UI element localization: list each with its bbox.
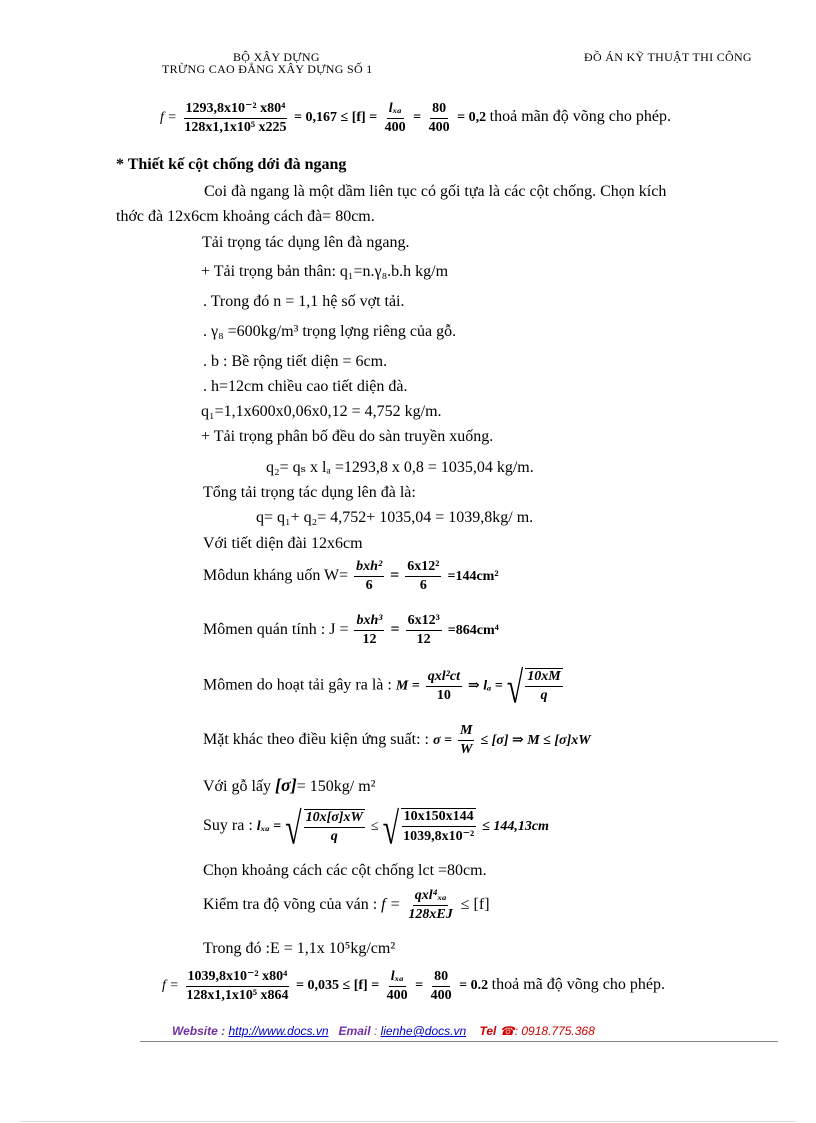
deflection-rhs: ≤ [f] xyxy=(460,896,490,914)
footer-email-label: Email xyxy=(338,1024,371,1038)
footer xyxy=(172,1024,595,1038)
page-bottom-rule xyxy=(20,1121,796,1122)
text-line: Tải trọng tác dụng lên đà ngang. xyxy=(202,234,410,251)
stress-rhs: ≤ [σ] ⇒ M ≤ [σ]xW xyxy=(480,733,591,749)
text-line: q₁=1,1x600x0,06x0,12 = 4,752 kg/m. xyxy=(201,403,442,420)
stress-label: Mặt khác theo điều kiện ứng suất: : xyxy=(203,731,429,749)
frac-den: 10 xyxy=(436,687,451,703)
phone-icon: ☎ xyxy=(499,1024,515,1038)
moment-lhs: M = xyxy=(395,678,420,694)
text-line: Tổng tải trọng tác dụng lên đà là: xyxy=(203,484,416,501)
deflection-check xyxy=(203,888,490,923)
footer-website-link[interactable]: http://www.docs.vn xyxy=(228,1024,329,1038)
frac-num: qxl²ct xyxy=(426,669,462,687)
frac-den: q xyxy=(540,688,548,703)
text-line: . h=12cm chiều cao tiết diện đà. xyxy=(203,378,408,395)
frac-num: bxh³ xyxy=(354,613,384,631)
header-project: ĐỒ ÁN KỸ THUẬT THI CÔNG xyxy=(584,50,752,64)
inertia-label: Mômen quán tính : J = xyxy=(203,621,349,639)
frac-num: 10x150x144 xyxy=(402,809,476,827)
footer-tel: : 0918.775.368 xyxy=(514,1024,595,1038)
footer-rule xyxy=(140,1041,778,1042)
text-line: Với tiết diện đài 12x6cm xyxy=(203,535,363,552)
wood-stress-line xyxy=(203,775,375,796)
text-line: . b : Bề rộng tiết diện = 6cm. xyxy=(203,353,388,370)
header-ministry: BỘ XÂY DỰNG xyxy=(233,50,320,64)
result-le: ≤ xyxy=(370,819,379,835)
formula-conclusion: thoả mãn độ võng cho phép. xyxy=(489,108,671,126)
wood-value: = 150kg/ m² xyxy=(296,778,376,795)
stress-lhs: σ = xyxy=(432,733,452,749)
frac-num: 10xM xyxy=(525,669,562,687)
formula-l-den: 400 xyxy=(386,987,408,1003)
paragraph-line-2: thớc đà 12x6cm khoảng cách đà= 80cm. xyxy=(116,208,375,225)
formula-l-den: 400 xyxy=(384,119,406,135)
formula-f-label: f = xyxy=(160,110,177,126)
frac-den: 1039,8x10⁻² xyxy=(403,829,475,844)
modulus-formula: Môdun kháng uốn W= $\frac{\text{bxh²}}{6}$ = $\frac{\text{6x12²}}{6}$ =144cm² xyxy=(203,559,499,593)
text-line: Trong đó :E = 1,1x 10⁵kg/cm² xyxy=(203,940,396,957)
moment-arrow: ⇒ lₐ = xyxy=(467,678,503,694)
text-line: + Tải trọng bản thân: q₁=n.γ₈.b.h kg/m xyxy=(201,263,449,280)
frac-den: 12 xyxy=(416,632,431,647)
formula-deflection-2: f = $\frac{\text{1039,8x10⁻² x80⁴}}{\text{128x1,1x10⁵ x864}}$ = 0,035 ≤ [f] = $\frac{\text{lₓₐ}}{400}$ = $\frac{80}{400}$ = 0.2 thoả mã độ võng cho phép. xyxy=(162,968,665,1003)
footer-email-sep: : xyxy=(373,1024,378,1038)
wood-symbol: [σ] xyxy=(275,775,297,795)
inertia-result: =864cm⁴ xyxy=(447,623,499,639)
wood-label: Với gỗ lấy xyxy=(203,778,272,795)
formula-400: 400 xyxy=(430,987,452,1003)
text-line: q₂= qₛ x lₐ =1293,8 x 0,8 = 1035,04 kg/m. xyxy=(266,459,534,476)
formula-middle: = 0,035 ≤ [f] = xyxy=(296,978,380,994)
text-line: . γ₈ =600kg/m³ trọng lợng riêng của gỗ. xyxy=(203,323,457,340)
frac-num: 6x12² xyxy=(405,559,441,577)
moment-formula: Mômen do hoạt tải gây ra là : M = $\frac{\text{qxl²ct}}{10}$ ⇒ lₐ = √ $\frac{10xM}{q}$ xyxy=(203,663,561,713)
result-lhs: lₓₐ = xyxy=(256,819,282,835)
frac-num: qxl⁴ₓₐ xyxy=(413,888,449,906)
formula-numerator: 1039,8x10⁻² x80⁴ xyxy=(186,968,290,987)
footer-tel-label: Tel xyxy=(479,1024,497,1038)
result-value: ≤ 144,13cm xyxy=(482,819,549,835)
formula-f-label: f = xyxy=(162,978,179,994)
result-label: Suy ra : xyxy=(203,817,253,835)
formula-denominator: 128x1,1x10⁵ x864 xyxy=(186,988,289,1003)
formula-deflection-1: f = $\frac{\text{1293,8x10⁻² x80⁴}}{\text{128x1,1x10⁵ x225}}$ = 0,167 ≤ [f] = $\frac{\text{lₓₐ}}{400}$ = $\frac{80}{400}$ = 0,2 thoả mãn độ võng cho phép. xyxy=(160,100,671,135)
frac-den: 128xEJ xyxy=(408,907,453,922)
result-formula: Suy ra : lₓₐ = √ $\frac{10x[\sigma]xW}{q}$ ≤ √ $\frac{10x150x144}{\text{1039,8x10⁻²}}$ ≤ 144,13cm xyxy=(203,804,549,854)
header-school: TRỪNG CAO ĐẲNG XÂY DỰNG SỐ 1 xyxy=(162,62,373,76)
inertia-formula: Mômen quán tính : J = $\frac{\text{bxh³}}{12}$ = $\frac{\text{6x12³}}{12}$ =864cm⁴ xyxy=(203,613,499,647)
frac-num: bxh² xyxy=(354,559,384,577)
formula-80: 80 xyxy=(432,969,450,987)
formula-numerator: 1293,8x10⁻² x80⁴ xyxy=(184,100,288,119)
text-line: . Trong đó n = 1,1 hệ số vợt tải. xyxy=(203,293,405,310)
frac-num: M xyxy=(458,723,474,741)
modulus-label: Môdun kháng uốn W= xyxy=(203,567,349,585)
deflection-lhs: f = xyxy=(381,896,401,914)
footer-website-label: Website : xyxy=(172,1024,226,1038)
formula-l-num: lₓₐ xyxy=(389,969,406,987)
deflection-label: Kiểm tra độ võng của ván : xyxy=(203,896,378,914)
formula-80: 80 xyxy=(430,101,448,119)
formula-result: = 0.2 xyxy=(459,978,489,994)
moment-label: Mômen do hoạt tải gây ra là : xyxy=(203,676,392,694)
formula-400: 400 xyxy=(428,119,450,135)
frac-num: 6x12³ xyxy=(406,613,442,631)
formula-denominator: 128x1,1x10⁵ x225 xyxy=(184,120,287,135)
formula-middle: = 0,167 ≤ [f] = xyxy=(294,110,378,126)
text-line: q= q₁+ q₂= 4,752+ 1035,04 = 1039,8kg/ m. xyxy=(256,509,534,526)
frac-den: 6 xyxy=(419,578,427,593)
footer-email-link[interactable]: lienhe@docs.vn xyxy=(380,1024,467,1038)
formula-result: = 0,2 xyxy=(457,110,487,126)
frac-den: 6 xyxy=(365,578,373,593)
formula-l-num: lₓₐ xyxy=(387,101,404,119)
frac-den: W xyxy=(459,742,473,757)
paragraph-line-1: Coi đà ngang là một dầm liên tục có gối tựa là các cột chống. Chọn kích xyxy=(204,183,667,200)
stress-formula xyxy=(203,723,591,758)
frac-den: 12 xyxy=(362,632,377,647)
formula-conclusion: thoả mã độ võng cho phép. xyxy=(491,976,665,994)
text-line: Chọn khoảng cách các cột chống lct =80cm. xyxy=(203,862,487,879)
frac-num: 10x[σ]xW xyxy=(304,810,365,828)
section-title: * Thiết kế cột chống dới đà ngang xyxy=(116,156,347,173)
frac-den: q xyxy=(330,828,338,844)
text-line: + Tải trọng phân bố đều do sàn truyền xuống. xyxy=(201,428,494,445)
modulus-result: =144cm² xyxy=(447,569,499,585)
